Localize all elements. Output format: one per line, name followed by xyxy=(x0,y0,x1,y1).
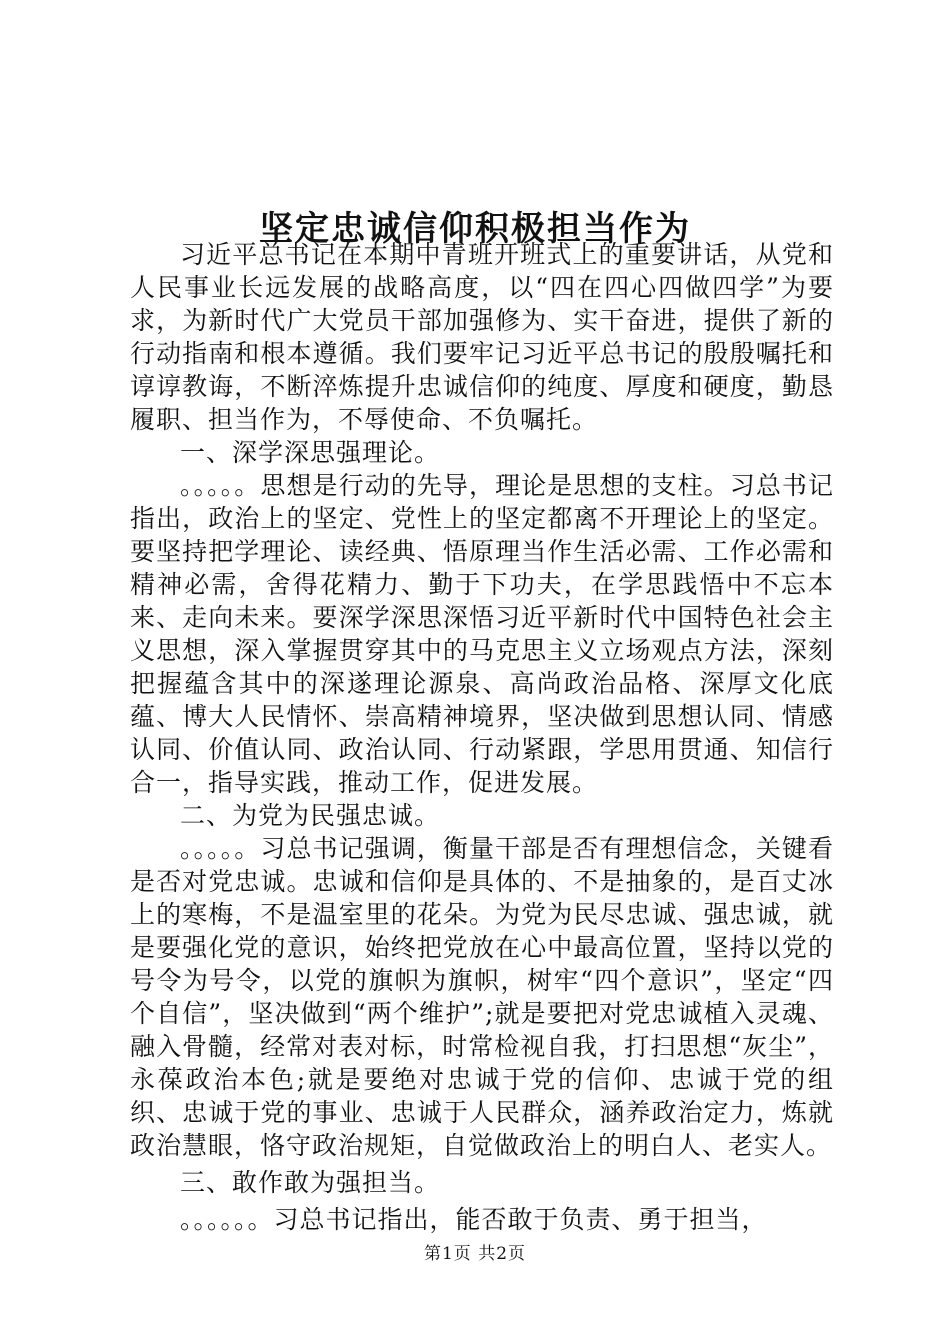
section-paragraph-1: 。。。。。思想是行动的先导，理论是思想的支柱。习总书记指出，政治上的坚定、党性上的坚定都离不开理论上的坚定。要坚持把学理论、读经典、悟原理当作生活必需、工作必需和精神必需，舍得花精力、勤于下功夫，在学思践悟中不忘本来、走向未来。要深学深思深悟习近平新时代中国特色社会主义思想，深入掌握贯穿其中的马克思主义立场观点方法，深刻把握蕴含其中的深遂理论源泉、高尚政治品格、深厚文化底蕴、博大人民情怀、崇高精神境界，坚决做到思想认同、情感认同、价值认同、政治认同、行动紧跟，学思用贯通、知信行合一，指导实践，推动工作，促进发展。 xyxy=(130,471,834,797)
section-heading-1: 一、深学深思强理论。 xyxy=(180,438,441,467)
section-heading-2: 二、为党为民强忠诚。 xyxy=(180,801,441,830)
intro-paragraph: 习近平总书记在本期中青班开班式上的重要讲话，从党和人民事业长远发展的战略高度，以“四在四心四做四学”为要求，为新时代广大党员干部加强修为、实干奋进，提供了新的行动指南和根本遵循。我们要牢记习近平总书记的殷殷嘱托和谆谆教诲，不断淬炼提升忠诚信仰的纯度、厚度和硬度，勤恳履职、担当作为，不辱使命、不负嘱托。 xyxy=(130,240,834,434)
section-paragraph-2: 。。。。。习总书记强调，衡量干部是否有理想信念，关键看是否对党忠诚。忠诚和信仰是具体的、不是抽象的，是百丈冰上的寒梅，不是温室里的花朵。为党为民尽忠诚、强忠诚，就是要强化党的意识，始终把党放在心中最高位置，坚持以党的号令为号令，以党的旗帜为旗帜，树牢“四个意识”，坚定“四个自信”，坚决做到“两个维护”;就是要把对党忠诚植入灵魂、融入骨髓，经常对表对标，时常检视自我，打扫思想“灰尘”，永葆政治本色;就是要绝对忠诚于党的信仰、忠诚于党的组织、忠诚于党的事业、忠诚于人民群众，涵养政治定力，炼就政治慧眼，恪守政治规矩，自觉做政治上的明白人、老实人。 xyxy=(130,834,834,1160)
document-body xyxy=(130,238,834,1236)
section-paragraph-3: 。。。。。。习总书记指出，能否敢于负责、勇于担当， xyxy=(180,1205,768,1234)
section-heading-3: 三、敢作敢为强担当。 xyxy=(180,1168,441,1197)
page-number-footer: 第1页 共2页 xyxy=(423,1244,527,1264)
document-title: 坚定忠诚信仰积极担当作为 xyxy=(259,208,691,249)
